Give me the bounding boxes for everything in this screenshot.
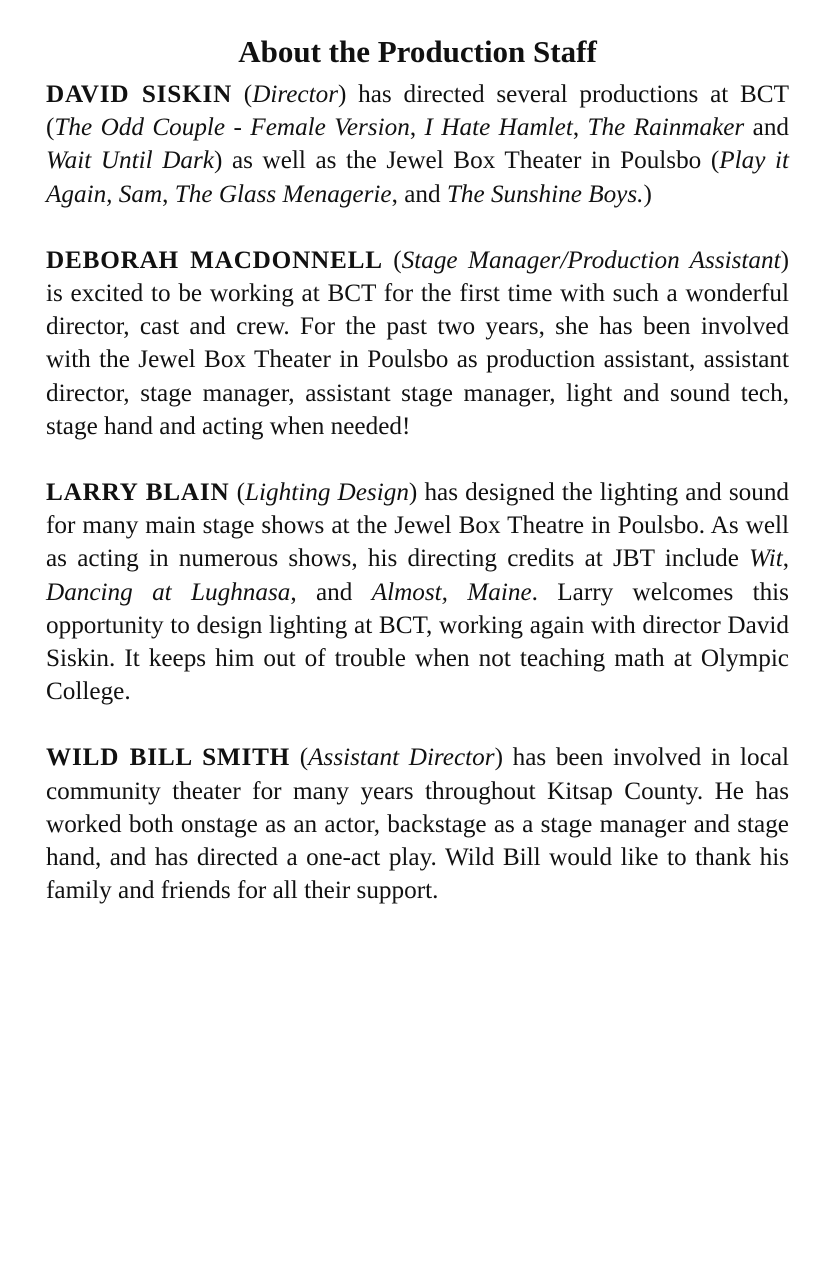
production-title: Wait Until Dark — [46, 147, 214, 175]
bio-text: ) has designed the lighting and sound for many main stage shows at the Jewel Box Theatre in Poulsbo. As well as acting in numerous shows, his directing credits at JBT include — [46, 479, 790, 573]
bio-text: ) — [643, 180, 652, 208]
bio-text: ( — [232, 81, 253, 108]
production-title: The Rainmaker — [587, 114, 745, 142]
bio-text: ) has directed several productions at BCT ( — [46, 81, 789, 142]
bio-deborah-macdonnell — [46, 244, 789, 443]
bio-text: , — [409, 114, 425, 142]
bio-text: ( — [382, 246, 402, 274]
bio-wild-bill-smith — [46, 741, 789, 907]
bio-text: , — [782, 545, 789, 573]
production-title: Play it Again, Sam — [46, 147, 789, 208]
bio-text: ) as well as the Jewel Box Theater in Poulsbo ( — [213, 147, 720, 175]
production-title: The Odd Couple - Female Version — [54, 114, 410, 142]
production-title: Almost, Maine — [371, 578, 532, 606]
production-title: The Sunshine Boys. — [446, 180, 644, 208]
staff-name: LARRY BLAIN — [46, 479, 230, 507]
bio-text: , — [572, 114, 588, 142]
production-title: I Hate Hamlet — [424, 114, 573, 142]
bio-text: and — [744, 114, 790, 142]
staff-role: Stage Manager/Production Assistant — [401, 246, 781, 274]
staff-name: DEBORAH MACDONNELL — [46, 246, 383, 274]
bio-text: , — [162, 180, 175, 208]
bio-text: , and — [391, 180, 447, 208]
bio-larry-blain — [46, 476, 789, 708]
bio-text: ( — [229, 479, 246, 507]
staff-name: WILD BILL SMITH — [46, 744, 291, 772]
bio-david-siskin — [46, 78, 789, 211]
staff-role: Assistant Director — [308, 744, 495, 772]
production-title: Dancing at Lughnasa — [46, 578, 291, 606]
production-title: Wit — [749, 545, 783, 573]
production-title: The Glass Menagerie — [174, 180, 392, 208]
staff-role: Lighting Design — [245, 479, 409, 507]
bio-text: , and — [290, 578, 372, 606]
bio-text: ) is excited to be working at BCT for the first time with such a wonderful director, cast and crew. For the past two years, she has been involved with the Jewel Box Theater in Poulsbo as production assistant, assistant director, stage manager, assistant stage manager, light and sound tech, stage hand and acting when needed! — [46, 246, 790, 440]
staff-name: DAVID SISKIN — [46, 81, 233, 108]
bio-text: ( — [290, 744, 309, 772]
page-title: About the Production Staff — [238, 34, 597, 69]
bio-text: ) has been involved in local community theater for many years throughout Kitsap County. He has worked both onstage as an actor, backstage as a stage manager and stage hand, and has directed a one-act play. Wild Bill would like to thank his family and friends for all their support. — [46, 744, 790, 905]
staff-role: Director — [252, 81, 339, 108]
bio-text: . Larry welcomes this opportunity to design lighting at BCT, working again with director David Siskin. It keeps him out of trouble when not teaching math at Olympic College. — [46, 578, 789, 706]
